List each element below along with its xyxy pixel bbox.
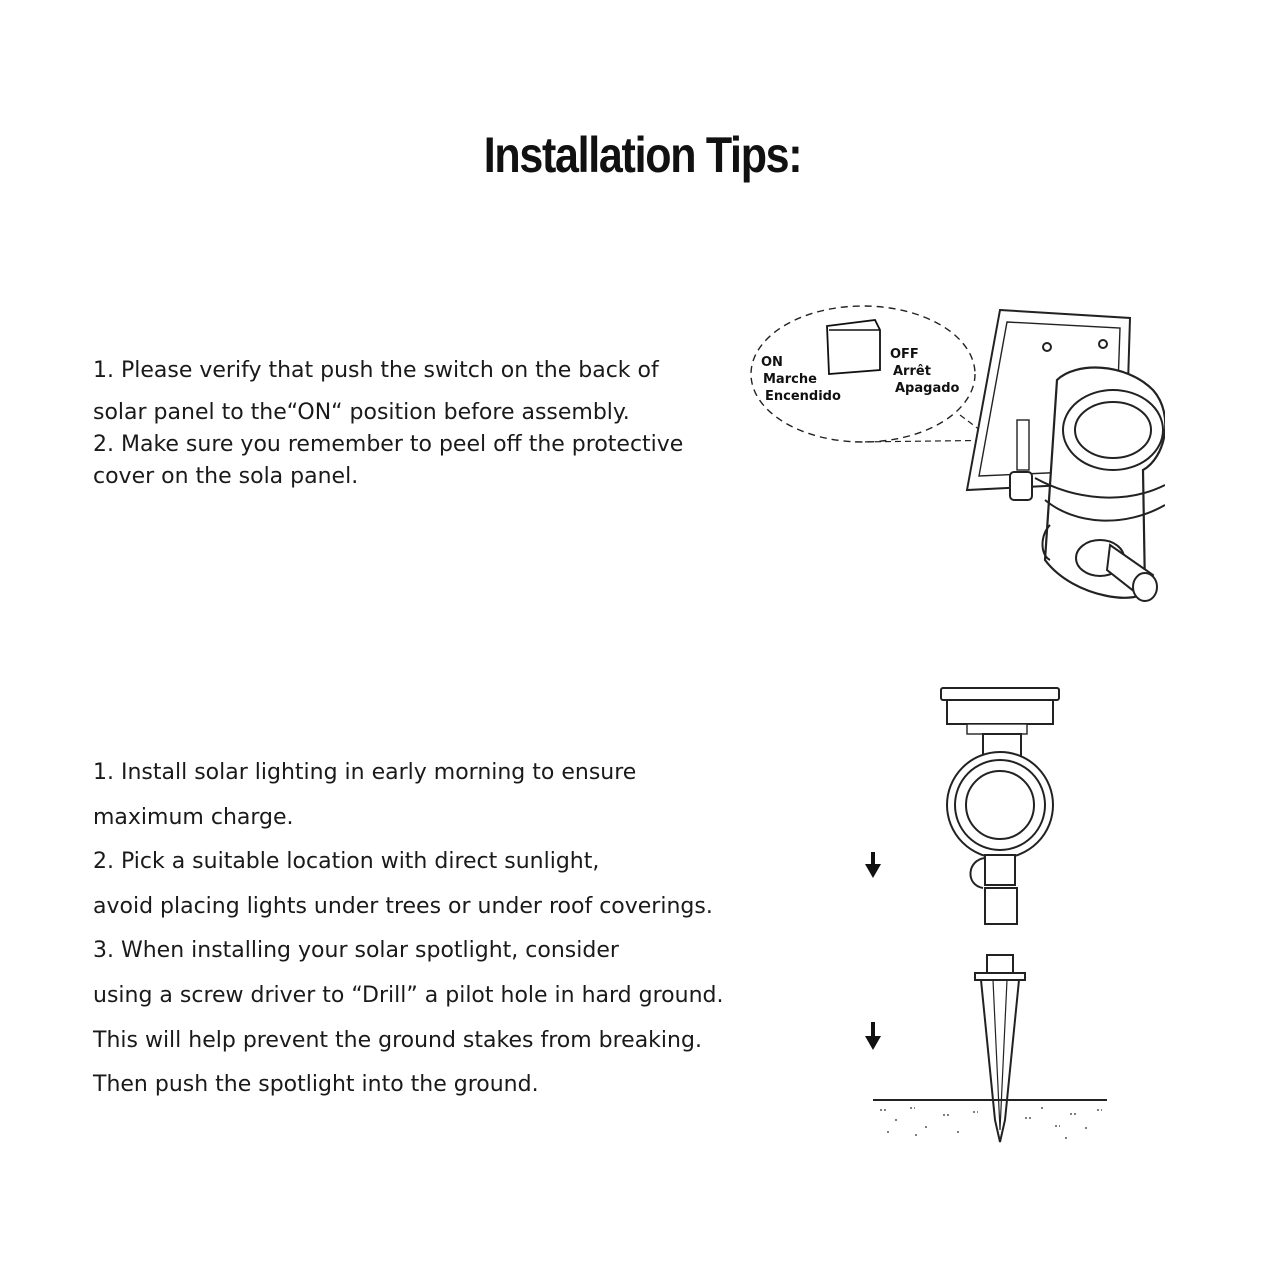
instruction-line: Then push the spotlight into the ground. — [93, 1072, 539, 1098]
instruction-line: This will help prevent the ground stakes from breaking. — [93, 1027, 702, 1053]
instruction-line: 1. Please verify that push the switch on the back of — [93, 358, 659, 383]
placement-instructions — [93, 757, 723, 1114]
spotlight-back-illustration — [967, 310, 1165, 601]
instruction-line: using a screw driver to “Drill” a pilot hole in hard ground. — [93, 982, 724, 1008]
switch-off-label: Apagado — [895, 381, 960, 396]
switch-instructions — [93, 356, 683, 494]
instruction-line: avoid placing lights under trees or under roof coverings. — [93, 893, 713, 919]
switch-off-label: OFF — [890, 347, 919, 362]
page-title: Installation Tips: — [483, 126, 802, 183]
arrow-down-icon — [865, 1022, 881, 1050]
switch-icon — [827, 320, 880, 374]
svg-text:OFF Arrêt Apagado — [890, 347, 960, 396]
instruction-line: 1. Install solar lighting in early morning to ensure — [93, 760, 637, 785]
arrow-down-icon — [865, 852, 881, 878]
switch-off-label: Arrêt — [893, 364, 931, 379]
instruction-line: cover on the sola panel. — [93, 464, 359, 489]
instruction-line: 2. Make sure you remember to peel off the protective — [93, 432, 684, 457]
switch-on-label: ON — [761, 355, 783, 370]
spotlight-front-illustration — [941, 688, 1059, 924]
ground-line — [873, 1100, 1107, 1138]
instruction-line: solar panel to the“ON“ position before assembly. — [93, 400, 630, 425]
instruction-line: 3. When installing your solar spotlight, consider — [93, 938, 619, 964]
switch-diagram — [745, 300, 1165, 610]
instruction-line: maximum charge. — [93, 804, 294, 830]
switch-on-label: Marche — [763, 372, 817, 387]
switch-on-label: Encendido — [765, 389, 841, 404]
instruction-line: 2. Pick a suitable location with direct sunlight, — [93, 849, 600, 875]
ground-stake-illustration — [975, 955, 1025, 1142]
stake-installation-diagram — [855, 680, 1115, 1150]
